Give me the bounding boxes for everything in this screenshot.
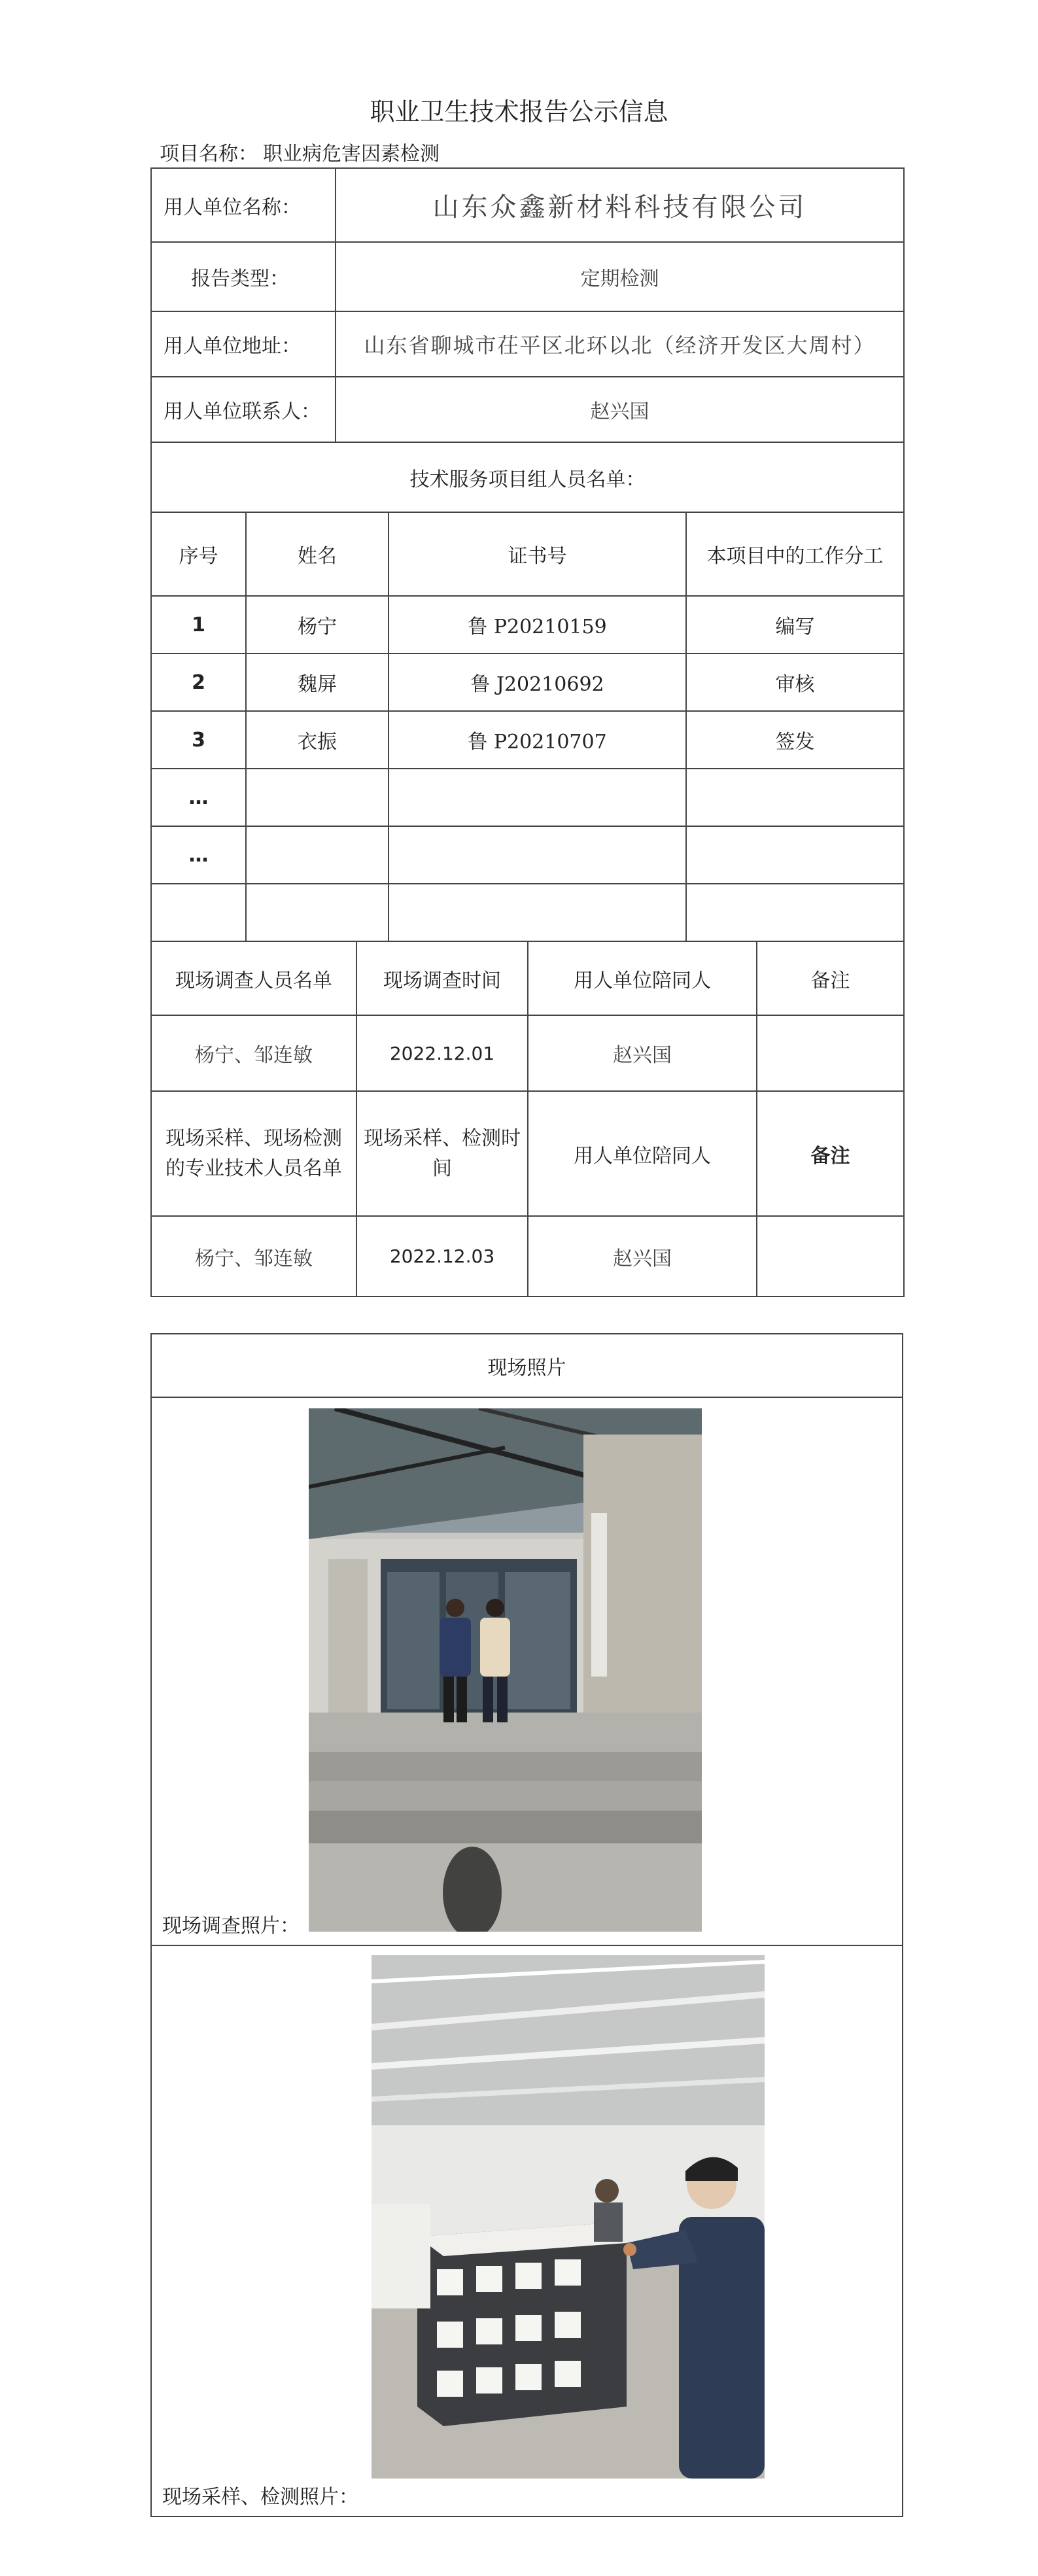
survey-photo-row — [151, 1397, 903, 1945]
member-role: 审核 — [686, 653, 904, 711]
survey-header: 用人单位陪同人 — [528, 941, 757, 1015]
sampling-photo — [372, 1955, 765, 2479]
sampling-note — [757, 1216, 904, 1297]
table-row — [151, 1015, 904, 1091]
sampling-photo-caption: 现场采样、检测照片： — [162, 2486, 358, 2509]
report-type-row — [151, 242, 904, 311]
member-index: 3 — [151, 711, 246, 769]
survey-date: 2022.12.01 — [356, 1015, 528, 1091]
address-label: 用人单位地址： — [151, 311, 336, 377]
member-name — [246, 826, 389, 884]
member-role: 签发 — [686, 711, 904, 769]
photos-table — [150, 1333, 903, 2517]
survey-escort: 赵兴国 — [528, 1015, 757, 1091]
member-cert — [389, 884, 686, 941]
members-header: 证书号 — [389, 512, 686, 596]
member-index: … — [151, 826, 246, 884]
photos-heading-row — [151, 1334, 903, 1397]
address-row — [151, 311, 904, 377]
address-value: 山东省聊城市茌平区北环以北（经济开发区大周村） — [336, 311, 904, 377]
survey-header: 现场调查时间 — [356, 941, 528, 1015]
table-row — [151, 826, 904, 884]
survey-header: 备注 — [757, 941, 904, 1015]
building-entrance-image — [309, 1408, 702, 1932]
member-name: 杨宁 — [246, 596, 389, 653]
sampling-photo-cell — [151, 1945, 903, 2516]
project-name — [160, 137, 445, 166]
member-cert: 鲁 P20210707 — [389, 711, 686, 769]
member-name — [246, 769, 389, 826]
member-role — [686, 769, 904, 826]
contact-row — [151, 377, 904, 442]
contact-label: 用人单位联系人： — [151, 377, 336, 442]
survey-note — [757, 1015, 904, 1091]
survey-staff: 杨宁、邹连敏 — [151, 1015, 356, 1091]
company-value: 山东众鑫新材料科技有限公司 — [336, 168, 904, 242]
team-heading-row — [151, 442, 904, 512]
project-label: 项目名称： — [160, 143, 258, 165]
member-name: 衣振 — [246, 711, 389, 769]
members-header: 姓名 — [246, 512, 389, 596]
sampling-photo-row — [151, 1945, 903, 2516]
sampling-header: 现场采样、现场检测的专业技术人员名单 — [151, 1091, 356, 1216]
report-type-value: 定期检测 — [336, 242, 904, 311]
table-row — [151, 711, 904, 769]
info-table — [150, 167, 905, 513]
company-row — [151, 168, 904, 242]
members-header-row — [151, 512, 904, 596]
member-name: 魏屏 — [246, 653, 389, 711]
table-row — [151, 653, 904, 711]
workshop-sampling-image — [372, 1955, 765, 2479]
project-value: 职业病危害因素检测 — [263, 143, 440, 165]
member-cert — [389, 826, 686, 884]
survey-photo-caption: 现场调查照片： — [162, 1915, 300, 1938]
survey-table — [150, 941, 905, 1297]
page-title: 职业卫生技术报告公示信息 — [370, 97, 668, 126]
team-heading: 技术服务项目组人员名单： — [151, 442, 904, 512]
member-role — [686, 884, 904, 941]
table-row — [151, 884, 904, 941]
survey-header: 现场调查人员名单 — [151, 941, 356, 1015]
sampling-header: 用人单位陪同人 — [528, 1091, 757, 1216]
member-index: 2 — [151, 653, 246, 711]
sampling-staff: 杨宁、邹连敏 — [151, 1216, 356, 1297]
sampling-escort: 赵兴国 — [528, 1216, 757, 1297]
member-index: … — [151, 769, 246, 826]
member-role — [686, 826, 904, 884]
members-header: 序号 — [151, 512, 246, 596]
members-table — [150, 512, 905, 942]
sampling-header: 备注 — [757, 1091, 904, 1216]
member-role: 编写 — [686, 596, 904, 653]
table-row — [151, 1216, 904, 1297]
survey-photo — [309, 1408, 702, 1932]
report-type-label: 报告类型： — [151, 242, 336, 311]
member-name — [246, 884, 389, 941]
survey-photo-cell — [151, 1397, 903, 1945]
members-header: 本项目中的工作分工 — [686, 512, 904, 596]
sampling-header-row — [151, 1091, 904, 1216]
photos-heading: 现场照片 — [151, 1334, 903, 1397]
member-cert: 鲁 J20210692 — [389, 653, 686, 711]
company-label: 用人单位名称： — [151, 168, 336, 242]
table-row — [151, 769, 904, 826]
sampling-date: 2022.12.03 — [356, 1216, 528, 1297]
member-cert — [389, 769, 686, 826]
survey-header-row — [151, 941, 904, 1015]
member-cert: 鲁 P20210159 — [389, 596, 686, 653]
member-index — [151, 884, 246, 941]
sampling-header: 现场采样、检测时间 — [356, 1091, 528, 1216]
contact-value: 赵兴国 — [336, 377, 904, 442]
table-row — [151, 596, 904, 653]
member-index: 1 — [151, 596, 246, 653]
